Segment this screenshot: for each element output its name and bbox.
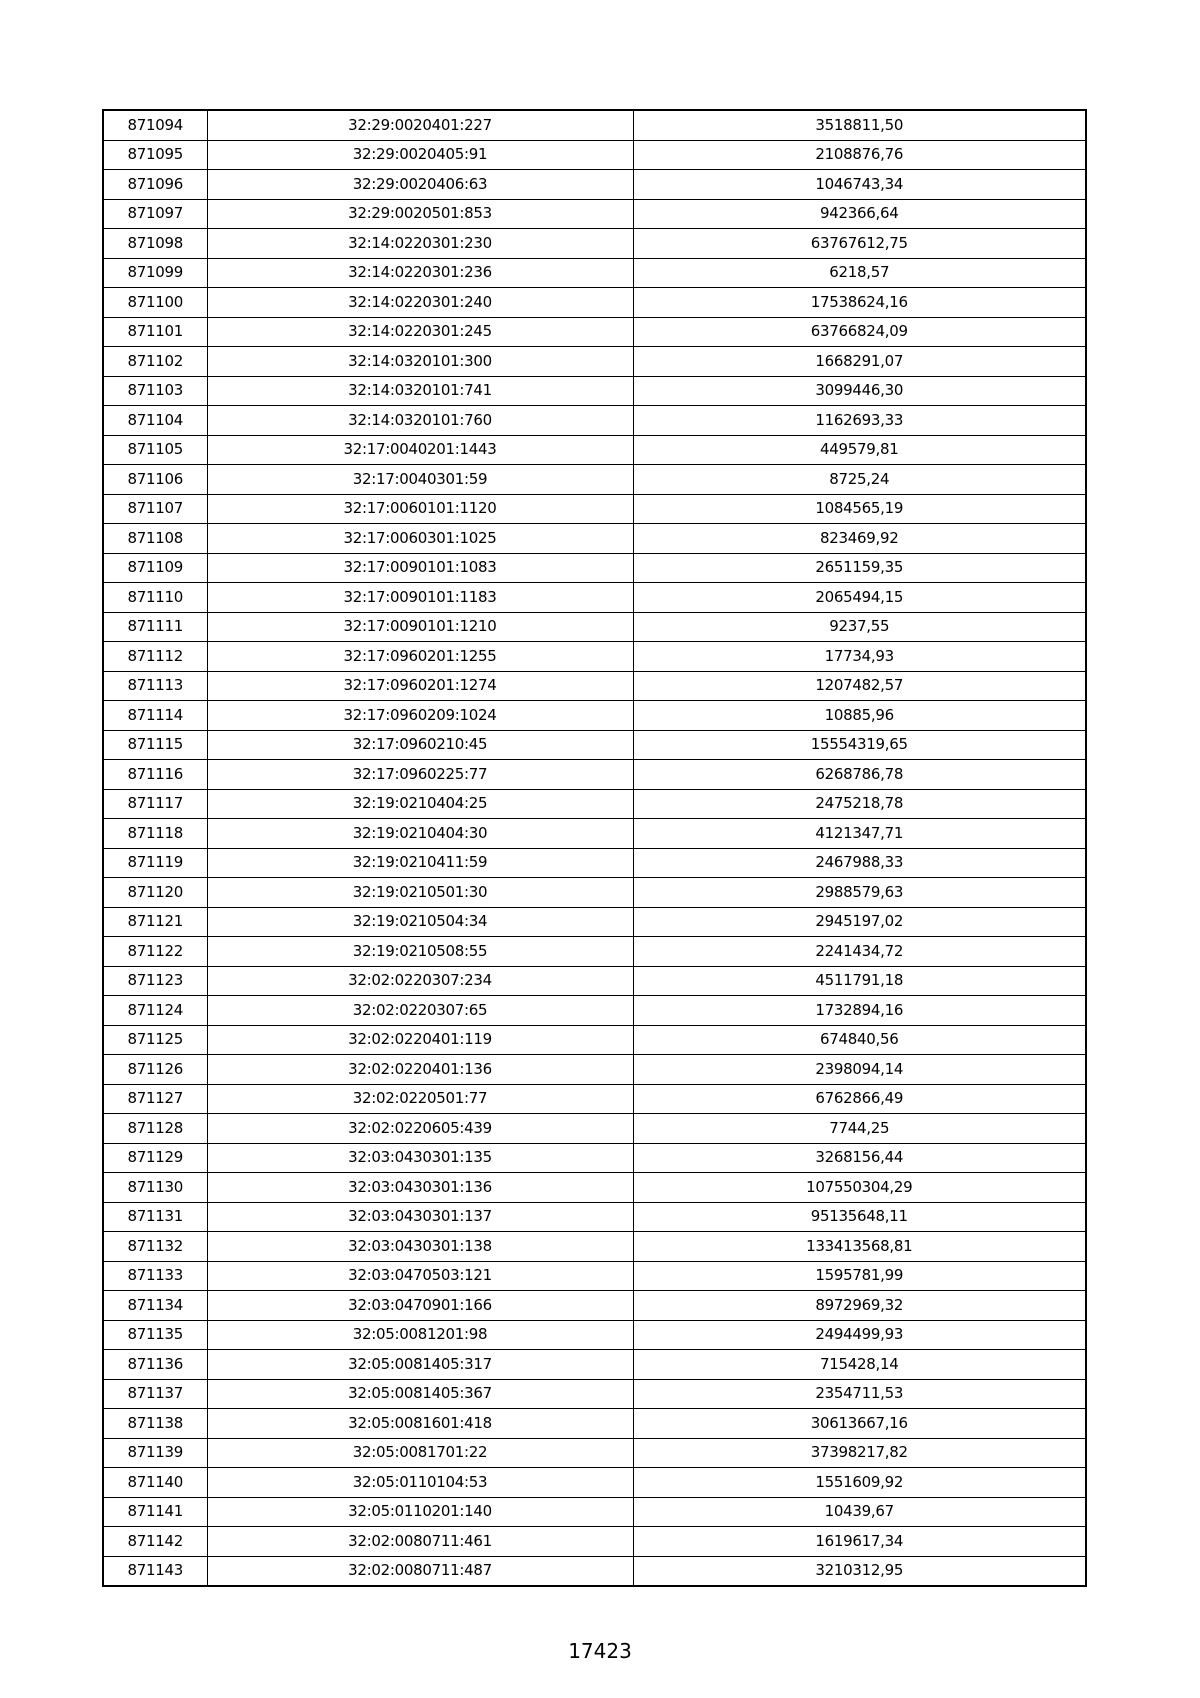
cadastral-number-cell: 32:14:0220301:240 — [207, 288, 633, 318]
cadastral-number-cell: 32:05:0081405:367 — [207, 1379, 633, 1409]
table-row — [103, 170, 1086, 200]
cadastral-number-cell: 32:19:0210501:30 — [207, 878, 633, 908]
table-row — [103, 140, 1086, 170]
cadastral-number-cell: 32:14:0320101:760 — [207, 406, 633, 436]
cadastral-number-cell: 32:05:0110104:53 — [207, 1468, 633, 1498]
row-number-cell: 871123 — [103, 966, 207, 996]
cadastral-number-cell: 32:29:0020501:853 — [207, 199, 633, 229]
row-number-cell: 871113 — [103, 671, 207, 701]
table-row — [103, 1202, 1086, 1232]
cadastral-value-cell: 1595781,99 — [633, 1261, 1086, 1291]
table-row — [103, 1497, 1086, 1527]
cadastral-value-cell: 715428,14 — [633, 1350, 1086, 1380]
row-number-cell: 871137 — [103, 1379, 207, 1409]
row-number-cell: 871130 — [103, 1173, 207, 1203]
table-row — [103, 1261, 1086, 1291]
table-row — [103, 1320, 1086, 1350]
cadastral-number-cell: 32:03:0430301:137 — [207, 1202, 633, 1232]
cadastral-number-cell: 32:29:0020405:91 — [207, 140, 633, 170]
cadastral-value-cell: 107550304,29 — [633, 1173, 1086, 1203]
table-row — [103, 878, 1086, 908]
cadastral-number-cell: 32:19:0210404:30 — [207, 819, 633, 849]
table-row — [103, 288, 1086, 318]
row-number-cell: 871125 — [103, 1025, 207, 1055]
cadastral-number-cell: 32:02:0220401:136 — [207, 1055, 633, 1085]
cadastral-value-cell: 2241434,72 — [633, 937, 1086, 967]
cadastral-value-cell: 1668291,07 — [633, 347, 1086, 377]
row-number-cell: 871142 — [103, 1527, 207, 1557]
row-number-cell: 871094 — [103, 110, 207, 140]
table-row — [103, 671, 1086, 701]
cadastral-number-cell: 32:17:0040201:1443 — [207, 435, 633, 465]
cadastral-number-cell: 32:14:0220301:230 — [207, 229, 633, 259]
table-row — [103, 524, 1086, 554]
table-row — [103, 642, 1086, 672]
row-number-cell: 871136 — [103, 1350, 207, 1380]
row-number-cell: 871121 — [103, 907, 207, 937]
table-row — [103, 1173, 1086, 1203]
table-row — [103, 701, 1086, 731]
cadastral-value-cell: 95135648,11 — [633, 1202, 1086, 1232]
table-row — [103, 1084, 1086, 1114]
row-number-cell: 871132 — [103, 1232, 207, 1262]
cadastral-number-cell: 32:17:0960209:1024 — [207, 701, 633, 731]
row-number-cell: 871098 — [103, 229, 207, 259]
table-row — [103, 612, 1086, 642]
cadastral-number-cell: 32:02:0220605:439 — [207, 1114, 633, 1144]
cadastral-number-cell: 32:17:0090101:1183 — [207, 583, 633, 613]
row-number-cell: 871122 — [103, 937, 207, 967]
cadastral-number-cell: 32:19:0210411:59 — [207, 848, 633, 878]
row-number-cell: 871099 — [103, 258, 207, 288]
cadastral-value-cell: 2945197,02 — [633, 907, 1086, 937]
row-number-cell: 871124 — [103, 996, 207, 1026]
row-number-cell: 871119 — [103, 848, 207, 878]
cadastral-number-cell: 32:03:0430301:135 — [207, 1143, 633, 1173]
cadastral-number-cell: 32:17:0960225:77 — [207, 760, 633, 790]
cadastral-number-cell: 32:02:0220307:234 — [207, 966, 633, 996]
row-number-cell: 871114 — [103, 701, 207, 731]
cadastral-value-cell: 6218,57 — [633, 258, 1086, 288]
row-number-cell: 871107 — [103, 494, 207, 524]
row-number-cell: 871103 — [103, 376, 207, 406]
table-row — [103, 229, 1086, 259]
table-row — [103, 1527, 1086, 1557]
cadastral-number-cell: 32:17:0960201:1255 — [207, 642, 633, 672]
cadastral-value-cell: 449579,81 — [633, 435, 1086, 465]
cadastral-number-cell: 32:19:0210508:55 — [207, 937, 633, 967]
table-row — [103, 553, 1086, 583]
row-number-cell: 871100 — [103, 288, 207, 318]
row-number-cell: 871118 — [103, 819, 207, 849]
cadastral-number-cell: 32:02:0080711:487 — [207, 1556, 633, 1586]
row-number-cell: 871140 — [103, 1468, 207, 1498]
row-number-cell: 871111 — [103, 612, 207, 642]
table-row — [103, 435, 1086, 465]
table-row — [103, 1025, 1086, 1055]
cadastral-number-cell: 32:05:0081201:98 — [207, 1320, 633, 1350]
table-row — [103, 1143, 1086, 1173]
table-row — [103, 376, 1086, 406]
cadastral-value-cell: 2651159,35 — [633, 553, 1086, 583]
table-row — [103, 996, 1086, 1026]
cadastral-value-cell: 7744,25 — [633, 1114, 1086, 1144]
cadastral-value-cell: 942366,64 — [633, 199, 1086, 229]
table-row — [103, 907, 1086, 937]
cadastral-value-cell: 63767612,75 — [633, 229, 1086, 259]
cadastral-value-cell: 1046743,34 — [633, 170, 1086, 200]
cadastral-number-cell: 32:19:0210504:34 — [207, 907, 633, 937]
table-row — [103, 258, 1086, 288]
cadastral-value-cell: 3099446,30 — [633, 376, 1086, 406]
row-number-cell: 871128 — [103, 1114, 207, 1144]
row-number-cell: 871104 — [103, 406, 207, 436]
cadastral-number-cell: 32:14:0320101:300 — [207, 347, 633, 377]
cadastral-number-cell: 32:29:0020406:63 — [207, 170, 633, 200]
table-row — [103, 966, 1086, 996]
cadastral-number-cell: 32:03:0430301:138 — [207, 1232, 633, 1262]
cadastral-value-cell: 2467988,33 — [633, 848, 1086, 878]
cadastral-value-cell: 6762866,49 — [633, 1084, 1086, 1114]
table-row — [103, 406, 1086, 436]
row-number-cell: 871133 — [103, 1261, 207, 1291]
row-number-cell: 871106 — [103, 465, 207, 495]
row-number-cell: 871116 — [103, 760, 207, 790]
table-row — [103, 494, 1086, 524]
table-row — [103, 583, 1086, 613]
cadastral-value-cell: 15554319,65 — [633, 730, 1086, 760]
cadastral-value-cell: 1551609,92 — [633, 1468, 1086, 1498]
row-number-cell: 871129 — [103, 1143, 207, 1173]
table-row — [103, 1055, 1086, 1085]
cadastral-number-cell: 32:17:0040301:59 — [207, 465, 633, 495]
cadastral-value-cell: 17734,93 — [633, 642, 1086, 672]
row-number-cell: 871131 — [103, 1202, 207, 1232]
row-number-cell: 871135 — [103, 1320, 207, 1350]
row-number-cell: 871108 — [103, 524, 207, 554]
row-number-cell: 871115 — [103, 730, 207, 760]
cadastral-value-cell: 4121347,71 — [633, 819, 1086, 849]
cadastral-number-cell: 32:14:0320101:741 — [207, 376, 633, 406]
cadastral-value-cell: 6268786,78 — [633, 760, 1086, 790]
cadastral-number-cell: 32:14:0220301:236 — [207, 258, 633, 288]
table-row — [103, 1438, 1086, 1468]
cadastral-value-cell: 37398217,82 — [633, 1438, 1086, 1468]
row-number-cell: 871134 — [103, 1291, 207, 1321]
table-row — [103, 1350, 1086, 1380]
cadastral-value-cell: 8972969,32 — [633, 1291, 1086, 1321]
table-row — [103, 347, 1086, 377]
cadastral-value-cell: 1732894,16 — [633, 996, 1086, 1026]
row-number-cell: 871110 — [103, 583, 207, 613]
row-number-cell: 871127 — [103, 1084, 207, 1114]
cadastral-value-cell: 2475218,78 — [633, 789, 1086, 819]
table-row — [103, 1379, 1086, 1409]
cadastral-number-cell: 32:05:0081601:418 — [207, 1409, 633, 1439]
cadastral-number-cell: 32:14:0220301:245 — [207, 317, 633, 347]
cadastral-value-cell: 2065494,15 — [633, 583, 1086, 613]
cadastral-number-cell: 32:05:0081701:22 — [207, 1438, 633, 1468]
cadastral-number-cell: 32:17:0060301:1025 — [207, 524, 633, 554]
cadastral-number-cell: 32:17:0960201:1274 — [207, 671, 633, 701]
table-row — [103, 760, 1086, 790]
table-body — [103, 110, 1086, 1586]
cadastral-value-cell: 17538624,16 — [633, 288, 1086, 318]
cadastral-value-cell: 30613667,16 — [633, 1409, 1086, 1439]
cadastral-number-cell: 32:03:0430301:136 — [207, 1173, 633, 1203]
table-row — [103, 1291, 1086, 1321]
cadastral-number-cell: 32:19:0210404:25 — [207, 789, 633, 819]
cadastral-value-cell: 63766824,09 — [633, 317, 1086, 347]
cadastral-value-cell: 2108876,76 — [633, 140, 1086, 170]
cadastral-number-cell: 32:02:0220401:119 — [207, 1025, 633, 1055]
cadastral-value-cell: 10885,96 — [633, 701, 1086, 731]
table-row — [103, 465, 1086, 495]
cadastral-number-cell: 32:03:0470901:166 — [207, 1291, 633, 1321]
table-row — [103, 1556, 1086, 1586]
row-number-cell: 871139 — [103, 1438, 207, 1468]
cadastral-value-cell: 9237,55 — [633, 612, 1086, 642]
table-row — [103, 110, 1086, 140]
table-row — [103, 1468, 1086, 1498]
row-number-cell: 871096 — [103, 170, 207, 200]
table-row — [103, 789, 1086, 819]
cadastral-number-cell: 32:17:0090101:1083 — [207, 553, 633, 583]
cadastral-value-cell: 1084565,19 — [633, 494, 1086, 524]
table-row — [103, 1232, 1086, 1262]
cadastral-value-cell: 823469,92 — [633, 524, 1086, 554]
cadastral-value-cell: 133413568,81 — [633, 1232, 1086, 1262]
table-row — [103, 1409, 1086, 1439]
cadastral-value-cell: 2354711,53 — [633, 1379, 1086, 1409]
cadastral-number-cell: 32:17:0090101:1210 — [207, 612, 633, 642]
cadastral-value-cell: 2494499,93 — [633, 1320, 1086, 1350]
cadastral-value-cell: 1619617,34 — [633, 1527, 1086, 1557]
row-number-cell: 871117 — [103, 789, 207, 819]
cadastral-value-cell: 3268156,44 — [633, 1143, 1086, 1173]
cadastral-number-cell: 32:17:0060101:1120 — [207, 494, 633, 524]
cadastral-value-cell: 674840,56 — [633, 1025, 1086, 1055]
row-number-cell: 871101 — [103, 317, 207, 347]
cadastral-value-table — [102, 109, 1087, 1587]
cadastral-number-cell: 32:05:0110201:140 — [207, 1497, 633, 1527]
cadastral-number-cell: 32:02:0080711:461 — [207, 1527, 633, 1557]
row-number-cell: 871126 — [103, 1055, 207, 1085]
cadastral-value-cell: 3518811,50 — [633, 110, 1086, 140]
cadastral-number-cell: 32:02:0220307:65 — [207, 996, 633, 1026]
cadastral-value-cell: 10439,67 — [633, 1497, 1086, 1527]
table-row — [103, 819, 1086, 849]
cadastral-number-cell: 32:05:0081405:317 — [207, 1350, 633, 1380]
cadastral-number-cell: 32:29:0020401:227 — [207, 110, 633, 140]
cadastral-value-cell: 1207482,57 — [633, 671, 1086, 701]
row-number-cell: 871097 — [103, 199, 207, 229]
row-number-cell: 871105 — [103, 435, 207, 465]
table-row — [103, 937, 1086, 967]
table-row — [103, 730, 1086, 760]
cadastral-number-cell: 32:02:0220501:77 — [207, 1084, 633, 1114]
page-number: 17423 — [568, 1639, 632, 1663]
cadastral-value-cell: 3210312,95 — [633, 1556, 1086, 1586]
row-number-cell: 871143 — [103, 1556, 207, 1586]
row-number-cell: 871138 — [103, 1409, 207, 1439]
row-number-cell: 871120 — [103, 878, 207, 908]
row-number-cell: 871109 — [103, 553, 207, 583]
row-number-cell: 871095 — [103, 140, 207, 170]
row-number-cell: 871112 — [103, 642, 207, 672]
table-row — [103, 848, 1086, 878]
cadastral-value-cell: 2398094,14 — [633, 1055, 1086, 1085]
cadastral-value-cell: 2988579,63 — [633, 878, 1086, 908]
row-number-cell: 871102 — [103, 347, 207, 377]
cadastral-value-cell: 8725,24 — [633, 465, 1086, 495]
cadastral-value-cell: 1162693,33 — [633, 406, 1086, 436]
table-row — [103, 199, 1086, 229]
cadastral-value-cell: 4511791,18 — [633, 966, 1086, 996]
table-row — [103, 317, 1086, 347]
cadastral-number-cell: 32:17:0960210:45 — [207, 730, 633, 760]
cadastral-number-cell: 32:03:0470503:121 — [207, 1261, 633, 1291]
row-number-cell: 871141 — [103, 1497, 207, 1527]
table-row — [103, 1114, 1086, 1144]
